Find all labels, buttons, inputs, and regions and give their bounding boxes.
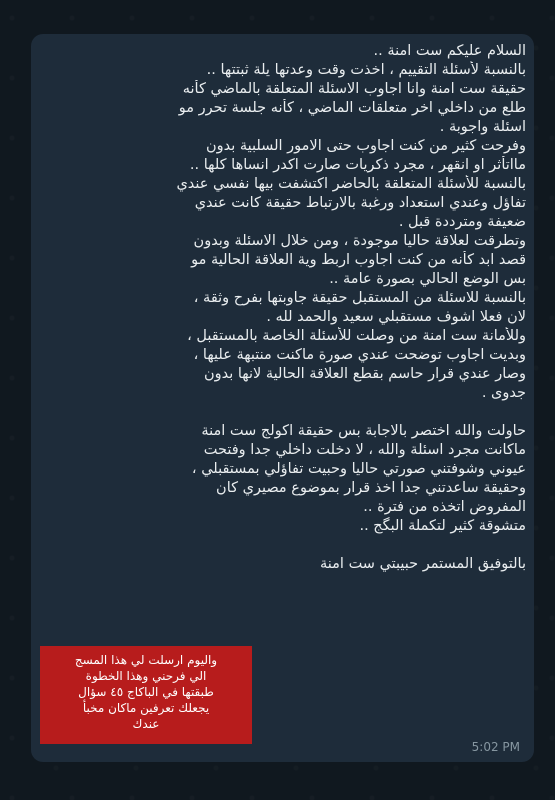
message-line: جدوى . — [481, 385, 526, 401]
message-timestamp: 5:02 PM — [471, 740, 520, 754]
message-line: حاولت والله اختصر بالاجابة بس حقيقة اكولج ست امنة — [201, 423, 526, 439]
message-line — [41, 403, 526, 422]
message-line: طلع من داخلي اخر متعلقات الماضي ، كأنه جلسة تحرر مو — [178, 100, 526, 116]
message-line: ضعيفة ومترددة قبل . — [398, 214, 526, 230]
message-text — [41, 42, 526, 574]
message-line: وتطرقت لعلاقة حاليا موجودة ، ومن خلال الاسئلة وبدون — [193, 233, 526, 249]
message-line: وللأمانة ست امنة من وصلت للأسئلة الخاصة بالمستقبل ، — [187, 328, 526, 344]
message-line: حقيقة ست امنة وانا اجاوب الاسئلة المتعلقة بالماضي كأنه — [182, 81, 526, 97]
message-line: وبديت اجاوب توضحت عندي صورة ماكنت منتبهة عليها ، — [193, 347, 526, 363]
message-line: عيوني وشوفتني صورتي حاليا وحبيت تفاؤلي بمستقبلي ، — [191, 461, 526, 477]
message-line: بالتوفيق المستمر حبيبتي ست امنة — [320, 556, 526, 572]
annotation-line: الي فرحني وهذا الخطوة — [85, 669, 207, 683]
message-line: المفروض اتخذه من فترة .. — [363, 499, 526, 515]
message-line: بالنسبة للأسئلة المتعلقة بالحاضر اكتشفت بيها نفسي عندي — [176, 176, 526, 192]
annotation-line: يجعلك تعرفين ماكان مخبأ — [82, 701, 210, 715]
message-line: متشوقة كثير لتكملة البگج .. — [359, 518, 526, 534]
message-line: وصار عندي قرار حاسم بقطع العلاقة الحالية لانها بدون — [203, 366, 526, 382]
message-line — [41, 536, 526, 555]
message-line: بالنسبة للاسئلة من المستقبل حقيقة جاوبتها بفرح وثقة ، — [193, 290, 526, 306]
annotation-line: عندك — [132, 717, 160, 731]
message-line: بالنسبة لأسئلة التقييم ، اخذت وقت وعدتها يلة ثبتتها .. — [206, 62, 526, 78]
message-line: وفرحت كثير من كنت اجاوب حتى الامور السلبية بدون — [205, 138, 526, 154]
message-line: اسئلة واجوبة . — [439, 119, 526, 135]
message-line: تفاؤل وعندي استعداد ورغبة بالارتباط حقيقة كانت عندي — [194, 195, 526, 211]
message-line: السلام عليكم ست امنة .. — [373, 43, 526, 59]
message-line: مااتأثر او انقهر ، مجرد ذكريات صارت اكدر انساها كلها .. — [189, 157, 526, 173]
message-line: ماكانت مجرد اسئلة والله ، لا دخلت داخلي جدا وفتحت — [203, 442, 526, 458]
annotation-box — [40, 646, 252, 744]
message-line: وحقيقة ساعدتني جدا اخذ قرار بموضوع مصيري كان — [216, 480, 526, 496]
annotation-line: طبقتها في الباكاج ٤٥ سؤال — [78, 685, 214, 699]
message-line: بس الوضع الحالي بصورة عامة .. — [329, 271, 526, 287]
message-line: قصد ابد كأنه من كنت اجاوب اربط وية العلاقة الحالية مو — [191, 252, 526, 268]
annotation-line: واليوم ارسلت لي هذا المسج — [74, 653, 218, 667]
message-line: لان فعلا اشوف مستقبلي سعيد والحمد لله . — [266, 309, 526, 325]
